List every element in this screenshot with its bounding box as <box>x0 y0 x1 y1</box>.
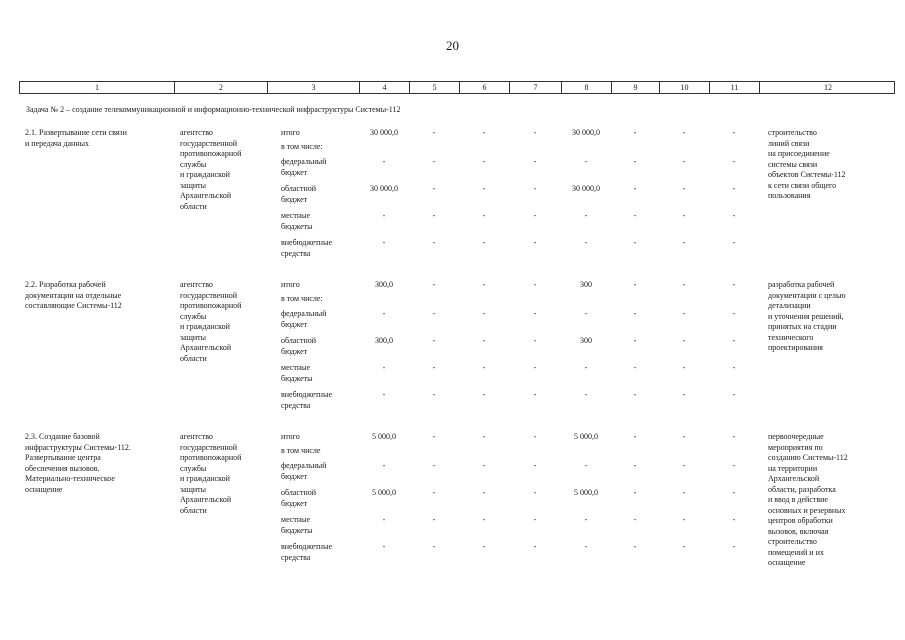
funding-source-label: местные бюджеты <box>281 211 313 231</box>
value-c5: - <box>432 515 436 524</box>
value-c9: - <box>633 238 637 247</box>
value-c4: - <box>382 542 386 551</box>
value-c8: - <box>584 390 588 399</box>
value-c6: - <box>482 309 486 318</box>
header-col-9: 9 <box>612 82 660 93</box>
value-c9: - <box>633 432 637 441</box>
value-c10: - <box>682 128 686 137</box>
table-header <box>19 81 895 94</box>
value-c4: - <box>382 238 386 247</box>
value-c10: - <box>682 309 686 318</box>
funding-source-label: внебюджетные средства <box>281 390 332 410</box>
value-c4: - <box>382 211 386 220</box>
value-c7: - <box>533 488 537 497</box>
value-c4: - <box>382 515 386 524</box>
expected-result: первоочередные мероприятия по созданию Системы-112 на территории Архангельской области, разработка и ввод в действие основных и резервных центров обработки вызовов, включая строительство помещений и их оснащение <box>768 432 848 567</box>
value-c6: - <box>482 238 486 247</box>
header-col-5: 5 <box>410 82 460 93</box>
value-c9: - <box>633 488 637 497</box>
value-c9: - <box>633 515 637 524</box>
value-c5: - <box>432 211 436 220</box>
value-c6: - <box>482 461 486 470</box>
value-c4: 30 000,0 <box>370 128 398 137</box>
value-c5: - <box>432 432 436 441</box>
value-c4: - <box>382 390 386 399</box>
value-c11: - <box>732 542 736 551</box>
value-c10: - <box>682 280 686 289</box>
value-c8: - <box>584 238 588 247</box>
funding-source-label: итого <box>281 128 300 137</box>
value-c10: - <box>682 363 686 372</box>
value-c9: - <box>633 336 637 345</box>
value-c10: - <box>682 488 686 497</box>
value-c5: - <box>432 363 436 372</box>
value-c10: - <box>682 515 686 524</box>
responsible-agency: агентство государственной противопожарной службы и гражданской защиты Архангельской области <box>180 432 242 515</box>
value-c8: - <box>584 542 588 551</box>
value-c9: - <box>633 128 637 137</box>
responsible-agency: агентство государственной противопожарной службы и гражданской защиты Архангельской области <box>180 280 242 363</box>
value-c5: - <box>432 390 436 399</box>
funding-source-label: внебюджетные средства <box>281 542 332 562</box>
value-c11: - <box>732 390 736 399</box>
value-c7: - <box>533 211 537 220</box>
value-c6: - <box>482 432 486 441</box>
value-c9: - <box>633 184 637 193</box>
header-col-8: 8 <box>562 82 612 93</box>
expected-result: строительство линий связи на присоединение системы связи объектов Системы-112 к сети связи общего пользования <box>768 128 846 200</box>
expected-result: разработка рабочей документации с целью детализации и уточнения решений, принятых на стадии технического проектирования <box>768 280 846 352</box>
responsible-agency: агентство государственной противопожарной службы и гражданской защиты Архангельской области <box>180 128 242 211</box>
funding-source-label: федеральный бюджет <box>281 309 327 329</box>
value-c11: - <box>732 280 736 289</box>
value-c11: - <box>732 157 736 166</box>
value-c4: 30 000,0 <box>370 184 398 193</box>
value-c10: - <box>682 238 686 247</box>
funding-source-label: итого <box>281 280 300 289</box>
value-c6: - <box>482 542 486 551</box>
value-c7: - <box>533 309 537 318</box>
funding-source-label: местные бюджеты <box>281 515 313 535</box>
value-c6: - <box>482 363 486 372</box>
value-c11: - <box>732 336 736 345</box>
value-c8: 300 <box>580 280 592 289</box>
value-c10: - <box>682 184 686 193</box>
funding-source-label: областной бюджет <box>281 336 317 356</box>
measure-name: 2.3. Создание базовой инфраструктуры Системы-112. Развертывание центра обеспечения вызовов. Материально-техническое оснащение <box>25 432 131 494</box>
funding-source-label: областной бюджет <box>281 184 317 204</box>
value-c8: 30 000,0 <box>572 128 600 137</box>
value-c11: - <box>732 432 736 441</box>
value-c4: 300,0 <box>375 336 393 345</box>
value-c7: - <box>533 363 537 372</box>
value-c7: - <box>533 280 537 289</box>
funding-source-label: в том числе: <box>281 142 323 151</box>
value-c9: - <box>633 280 637 289</box>
header-col-10: 10 <box>660 82 710 93</box>
value-c9: - <box>633 390 637 399</box>
value-c11: - <box>732 309 736 318</box>
value-c9: - <box>633 157 637 166</box>
value-c6: - <box>482 280 486 289</box>
header-col-4: 4 <box>360 82 410 93</box>
header-col-2: 2 <box>175 82 268 93</box>
value-c10: - <box>682 542 686 551</box>
measure-name: 2.2. Разработка рабочей документации на отдельные составляющие Системы-112 <box>25 280 122 310</box>
funding-source-label: местные бюджеты <box>281 363 313 383</box>
value-c8: 5 000,0 <box>574 488 598 497</box>
value-c8: 5 000,0 <box>574 432 598 441</box>
header-col-7: 7 <box>510 82 562 93</box>
value-c7: - <box>533 542 537 551</box>
funding-source-label: внебюджетные средства <box>281 238 332 258</box>
value-c4: 300,0 <box>375 280 393 289</box>
value-c6: - <box>482 211 486 220</box>
value-c7: - <box>533 515 537 524</box>
value-c7: - <box>533 128 537 137</box>
value-c7: - <box>533 184 537 193</box>
value-c4: - <box>382 309 386 318</box>
value-c7: - <box>533 157 537 166</box>
header-col-3: 3 <box>268 82 360 93</box>
value-c6: - <box>482 390 486 399</box>
value-c9: - <box>633 211 637 220</box>
value-c7: - <box>533 336 537 345</box>
value-c7: - <box>533 390 537 399</box>
value-c10: - <box>682 432 686 441</box>
value-c11: - <box>732 238 736 247</box>
task-title: Задача № 2 – создание телекоммуникационной и информационно-технической инфраструктуры Системы-112 <box>26 105 401 114</box>
header-col-1: 1 <box>20 82 175 93</box>
page-number: 20 <box>446 38 459 53</box>
value-c10: - <box>682 390 686 399</box>
value-c5: - <box>432 542 436 551</box>
value-c6: - <box>482 157 486 166</box>
value-c9: - <box>633 461 637 470</box>
value-c5: - <box>432 128 436 137</box>
funding-source-label: федеральный бюджет <box>281 461 327 481</box>
value-c7: - <box>533 461 537 470</box>
value-c7: - <box>533 432 537 441</box>
value-c6: - <box>482 184 486 193</box>
value-c4: - <box>382 157 386 166</box>
funding-source-label: итого <box>281 432 300 441</box>
value-c5: - <box>432 280 436 289</box>
funding-source-label: в том числе <box>281 446 321 455</box>
value-c10: - <box>682 211 686 220</box>
value-c11: - <box>732 461 736 470</box>
value-c8: - <box>584 211 588 220</box>
value-c4: - <box>382 461 386 470</box>
header-col-6: 6 <box>460 82 510 93</box>
value-c10: - <box>682 157 686 166</box>
value-c5: - <box>432 238 436 247</box>
value-c11: - <box>732 363 736 372</box>
value-c6: - <box>482 128 486 137</box>
measure-name: 2.1. Развертывание сети связи и передача данных <box>25 128 127 148</box>
value-c11: - <box>732 488 736 497</box>
funding-source-label: федеральный бюджет <box>281 157 327 177</box>
value-c7: - <box>533 238 537 247</box>
value-c10: - <box>682 336 686 345</box>
value-c11: - <box>732 184 736 193</box>
value-c9: - <box>633 363 637 372</box>
value-c11: - <box>732 515 736 524</box>
value-c5: - <box>432 461 436 470</box>
value-c4: - <box>382 363 386 372</box>
value-c9: - <box>633 542 637 551</box>
value-c5: - <box>432 336 436 345</box>
value-c4: 5 000,0 <box>372 432 396 441</box>
value-c8: 300 <box>580 336 592 345</box>
value-c4: 5 000,0 <box>372 488 396 497</box>
value-c10: - <box>682 461 686 470</box>
value-c8: - <box>584 309 588 318</box>
value-c8: - <box>584 515 588 524</box>
value-c11: - <box>732 128 736 137</box>
funding-source-label: областной бюджет <box>281 488 317 508</box>
value-c11: - <box>732 211 736 220</box>
header-col-12: 12 <box>824 83 832 92</box>
value-c8: - <box>584 363 588 372</box>
value-c5: - <box>432 157 436 166</box>
value-c8: - <box>584 157 588 166</box>
value-c9: - <box>633 309 637 318</box>
value-c5: - <box>432 488 436 497</box>
value-c5: - <box>432 309 436 318</box>
value-c8: 30 000,0 <box>572 184 600 193</box>
value-c6: - <box>482 336 486 345</box>
value-c8: - <box>584 461 588 470</box>
value-c5: - <box>432 184 436 193</box>
header-col-11: 11 <box>710 82 760 93</box>
funding-source-label: в том числе: <box>281 294 323 303</box>
value-c6: - <box>482 488 486 497</box>
value-c6: - <box>482 515 486 524</box>
